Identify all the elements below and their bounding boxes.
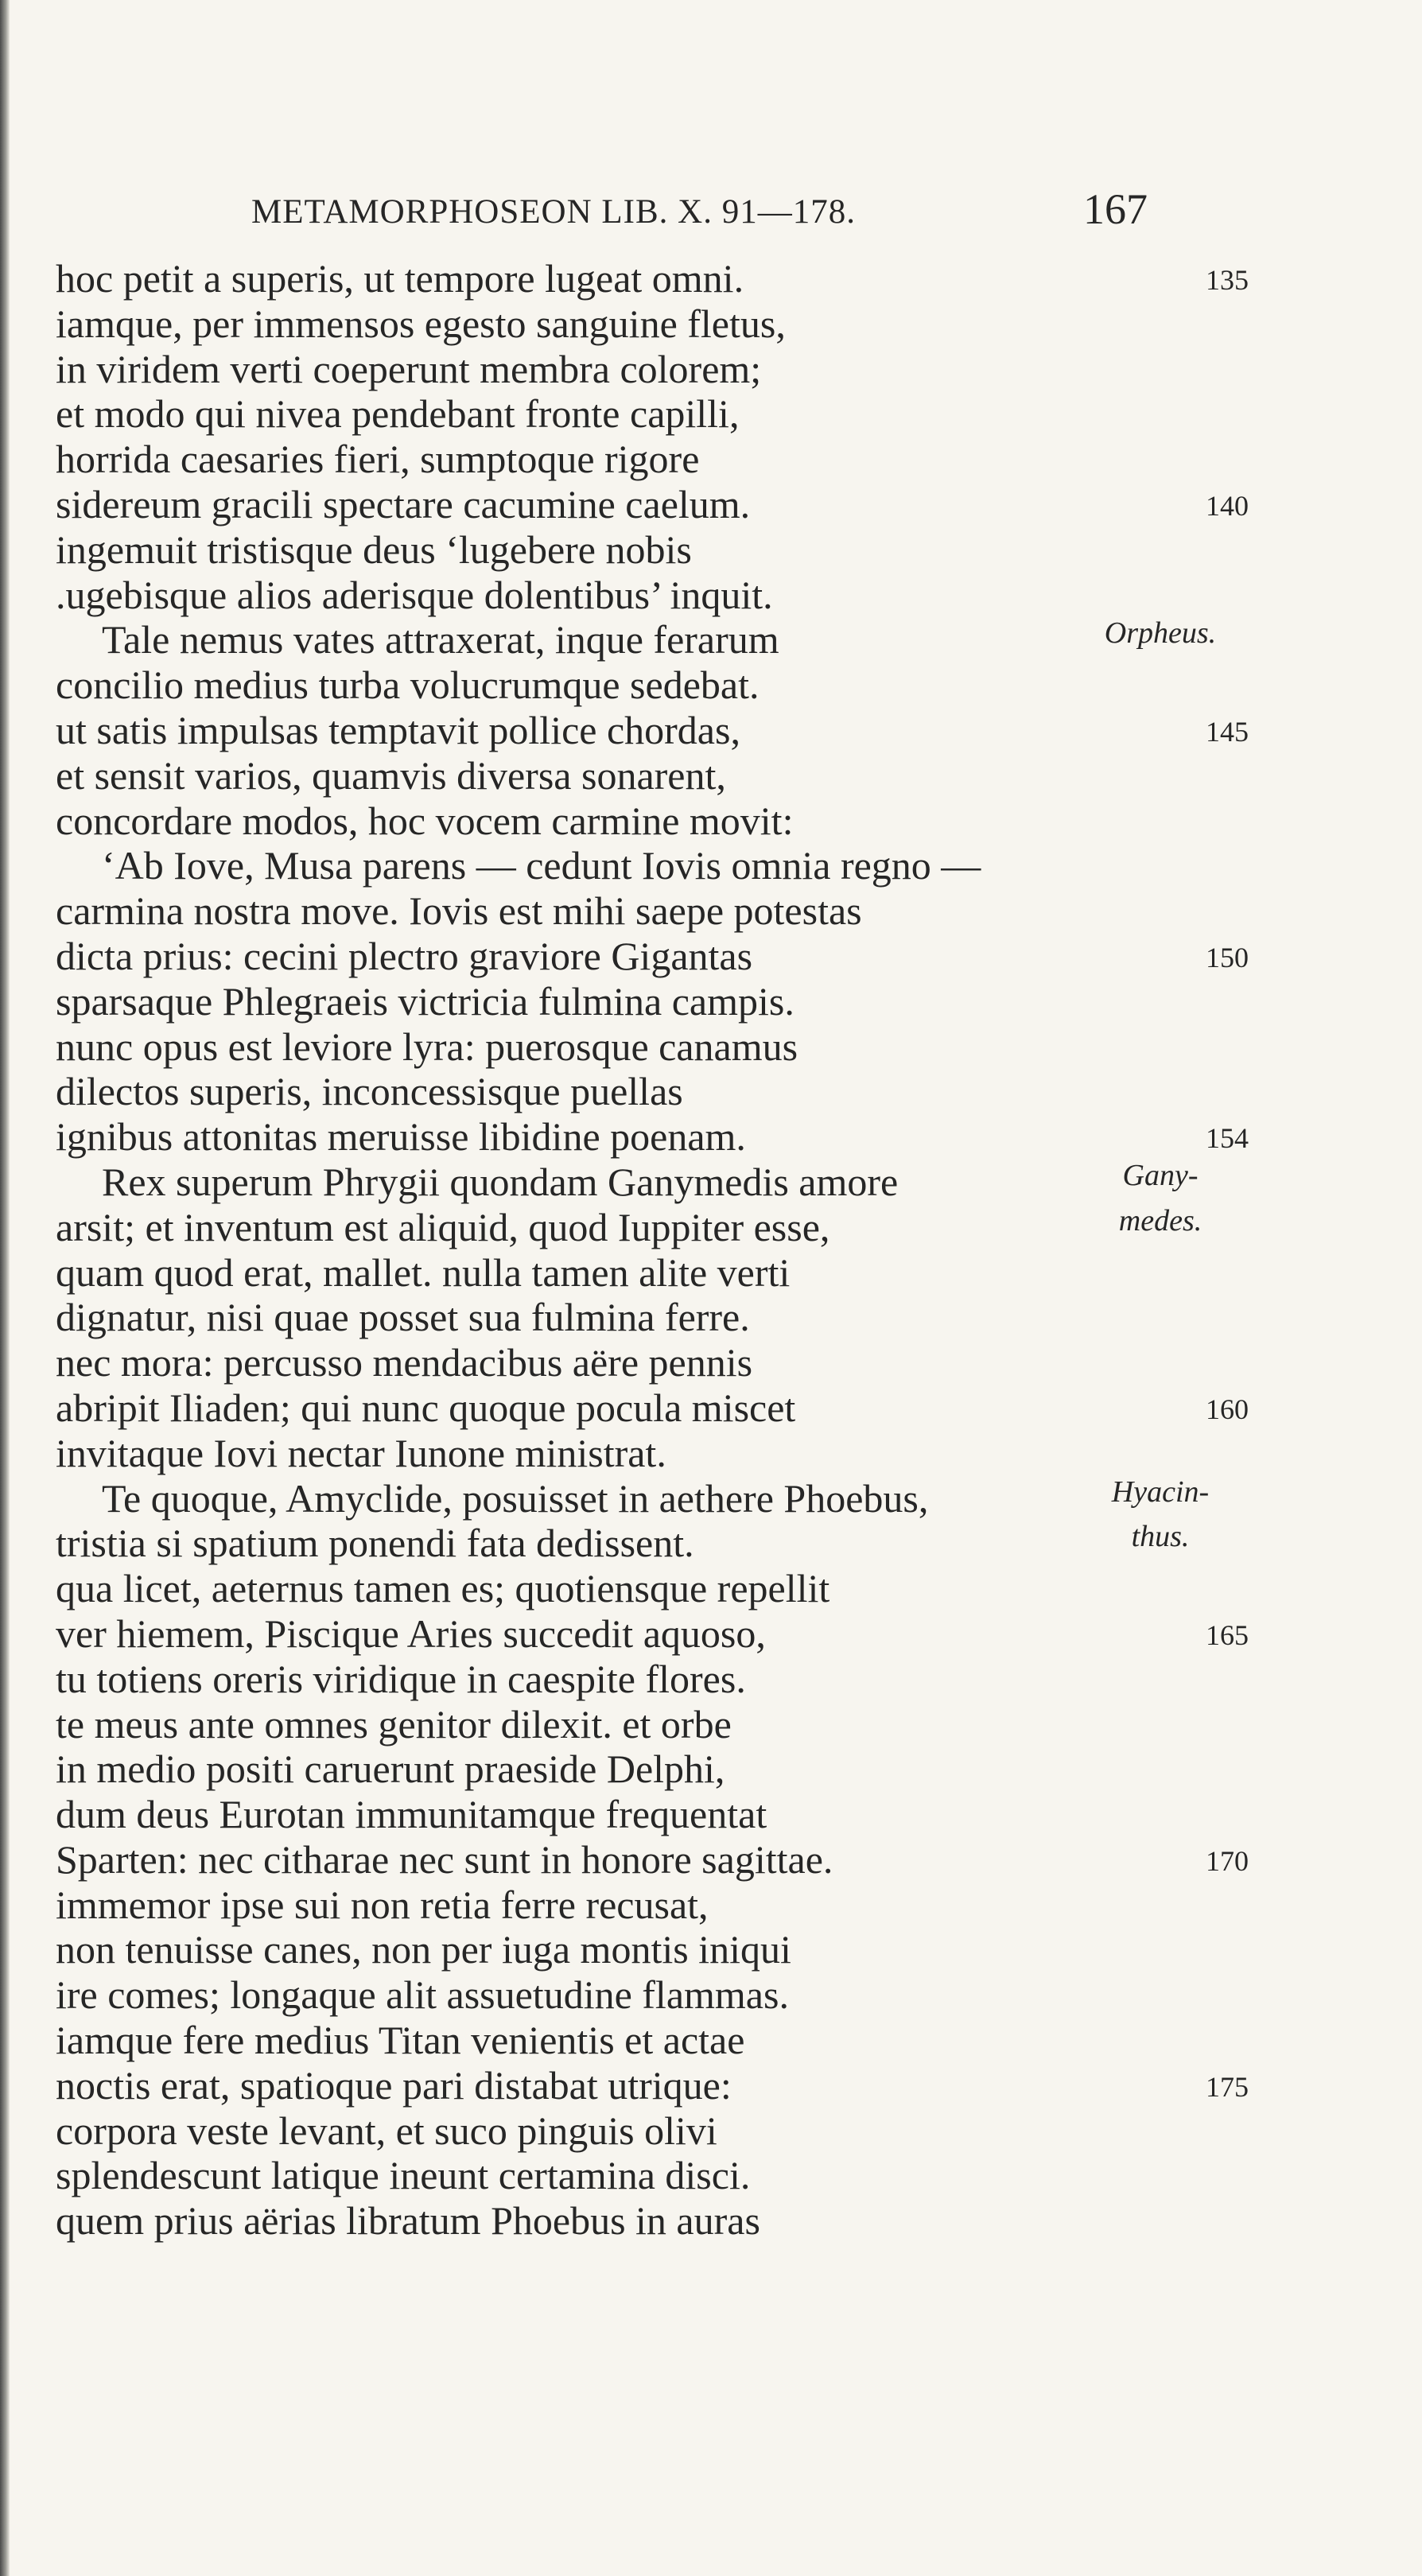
line-number: 135	[1206, 264, 1249, 296]
verse-text: quam quod erat, mallet. nulla tamen alite verti	[56, 1249, 791, 1295]
verse-text: noctis erat, spatioque pari distabat utrique:	[56, 2062, 732, 2108]
verse-text: iamque, per immensos egesto sanguine fletus,	[56, 301, 786, 346]
verse-line	[56, 1295, 1233, 1340]
verse-text: tu totiens oreris viridique in caespite flores.	[56, 1656, 746, 1701]
verse-line	[56, 1610, 1249, 1657]
verse-line	[56, 617, 1233, 662]
verse-line	[56, 753, 1233, 798]
verse-text: ver hiemem, Piscique Aries succedit aquoso,	[56, 1610, 766, 1656]
verse-line	[56, 1927, 1233, 1972]
verse-text: iamque fere medius Titan venientis et actae	[56, 2018, 745, 2063]
verse-line	[56, 481, 1249, 527]
verse-text: dilectos superis, inconcessisque puellas	[56, 1069, 683, 1114]
verse-line	[56, 1702, 1233, 1747]
verse-text: dignatur, nisi quae posset sua fulmina ferre.	[56, 1295, 750, 1340]
verse-line	[56, 843, 1233, 888]
verse-line	[56, 888, 1233, 934]
verse-line	[56, 1476, 1233, 1521]
verse-line	[56, 1069, 1233, 1114]
margin-note: thus.	[1131, 1520, 1190, 1554]
verse-text: dicta prius: cecini plectro graviore Gigantas	[56, 933, 753, 978]
verse-line	[56, 1566, 1233, 1611]
verse-text: qua licet, aeternus tamen es; quotiensque repellit	[56, 1566, 830, 1611]
line-number: 160	[1206, 1393, 1249, 1425]
verse-line	[56, 2108, 1233, 2154]
verse-text: ingemuit tristisque deus ‘lugebere nobis	[56, 526, 692, 572]
verse-line	[56, 256, 1249, 301]
poem-text	[56, 256, 1249, 2244]
margin-note: medes.	[1118, 1203, 1202, 1237]
verse-line	[56, 2018, 1233, 2063]
verse-text: nunc opus est leviore lyra: puerosque canamus	[56, 1024, 798, 1069]
verse-line	[56, 1657, 1233, 1702]
verse-line	[56, 1250, 1233, 1296]
verse-text: hoc petit a superis, ut tempore lugeat omni.	[56, 256, 744, 301]
verse-line	[56, 347, 1233, 392]
verse-text: nec mora: percusso mendacibus aëre pennis	[56, 1340, 753, 1385]
verse-text: Te quoque, Amyclide, posuisset in aethere Phoebus,	[102, 1475, 929, 1521]
verse-text: in medio positi caruerunt praeside Delphi,	[56, 1746, 725, 1792]
verse-line	[56, 437, 1233, 482]
verse-line	[56, 1114, 1249, 1160]
margin-note: Orpheus.	[1104, 616, 1217, 651]
verse-line	[56, 2153, 1233, 2198]
page-header	[0, 185, 1422, 240]
verse-text: sidereum gracili spectare cacumine caelum.	[56, 481, 751, 526]
verse-line	[56, 707, 1249, 753]
verse-line	[56, 979, 1233, 1024]
verse-text: sparsaque Phlegraeis victricia fulmina campis.	[56, 978, 795, 1024]
verse-text: non tenuisse canes, non per iuga montis iniqui	[56, 1927, 791, 1972]
verse-text: concordare modos, hoc vocem carmine movit:	[56, 798, 794, 843]
verse-line	[56, 2062, 1249, 2108]
line-number: 170	[1206, 1844, 1249, 1877]
verse-text: abripit Iliaden; qui nunc quoque pocula miscet	[56, 1385, 796, 1430]
verse-line	[56, 933, 1249, 979]
margin-note: Hyacin-	[1111, 1474, 1210, 1509]
line-number: 140	[1206, 489, 1249, 522]
verse-text: concilio medius turba volucrumque sedebat.	[56, 662, 760, 708]
verse-text: Sparten: nec citharae nec sunt in honore sagittae.	[56, 1836, 833, 1882]
verse-line	[56, 527, 1233, 573]
verse-text: invitaque Iovi nectar Iunone ministrat.	[56, 1430, 666, 1475]
verse-line	[56, 798, 1233, 844]
verse-text: et modo qui nivea pendebant fronte capilli,	[56, 391, 740, 437]
verse-line	[56, 2198, 1233, 2244]
verse-text: Tale nemus vates attraxerat, inque ferarum	[102, 617, 779, 662]
verse-line	[56, 1160, 1233, 1205]
verse-text: tristia si spatium ponendi fata dedissent.	[56, 1521, 694, 1566]
verse-text: corpora veste levant, et suco pinguis olivi	[56, 2108, 717, 2153]
book-binding-edge	[0, 0, 10, 2576]
verse-line	[56, 573, 1233, 618]
verse-text: arsit; et inventum est aliquid, quod Iuppiter esse,	[56, 1204, 830, 1249]
verse-line	[56, 1882, 1233, 1928]
verse-text: ‘Ab Iove, Musa parens — cedunt Iovis omnia regno —	[102, 843, 981, 888]
verse-text: et sensit varios, quamvis diversa sonarent,	[56, 752, 726, 798]
verse-line	[56, 1431, 1233, 1476]
verse-text: ire comes; longaque alit assuetudine flammas.	[56, 1972, 789, 2018]
verse-line	[56, 301, 1233, 347]
verse-text: quem prius aërias libratum Phoebus in auras	[56, 2198, 760, 2244]
line-number: 154	[1206, 1122, 1249, 1155]
verse-line	[56, 1024, 1233, 1070]
running-head: METAMORPHOSEON LIB. X. 91—178.	[251, 193, 856, 231]
margin-note: Gany-	[1122, 1158, 1199, 1192]
verse-text: Rex superum Phrygii quondam Ganymedis amore	[102, 1159, 899, 1204]
verse-text: immemor ipse sui non retia ferre recusat,	[56, 1882, 709, 1927]
verse-text: te meus ante omnes genitor dilexit. et orbe	[56, 1701, 732, 1746]
verse-text: ut satis impulsas temptavit pollice chordas,	[56, 707, 740, 752]
verse-line	[56, 1746, 1233, 1792]
verse-line	[56, 1385, 1249, 1431]
verse-line	[56, 1836, 1249, 1882]
page-number: 167	[1083, 185, 1148, 233]
verse-line	[56, 1205, 1233, 1250]
verse-text: .ugebisque alios aderisque dolentibus’ inquit.	[56, 572, 773, 617]
line-number: 165	[1206, 1618, 1249, 1651]
verse-line	[56, 1792, 1233, 1837]
verse-text: splendescunt latique ineunt certamina disci.	[56, 2153, 751, 2198]
verse-text: horrida caesaries fieri, sumptoque rigore	[56, 437, 700, 482]
line-number: 175	[1206, 2070, 1249, 2103]
verse-line	[56, 1972, 1233, 2018]
verse-text: carmina nostra move. Iovis est mihi saepe potestas	[56, 888, 862, 934]
verse-text: dum deus Eurotan immunitamque frequentat	[56, 1792, 767, 1837]
verse-line	[56, 1521, 1233, 1566]
line-number: 150	[1206, 941, 1249, 973]
verse-line	[56, 391, 1233, 437]
verse-line	[56, 1340, 1233, 1385]
verse-text: in viridem verti coeperunt membra colorem;	[56, 346, 762, 391]
verse-text: ignibus attonitas meruisse libidine poenam.	[56, 1114, 746, 1160]
line-number: 145	[1206, 715, 1249, 748]
verse-line	[56, 662, 1233, 708]
